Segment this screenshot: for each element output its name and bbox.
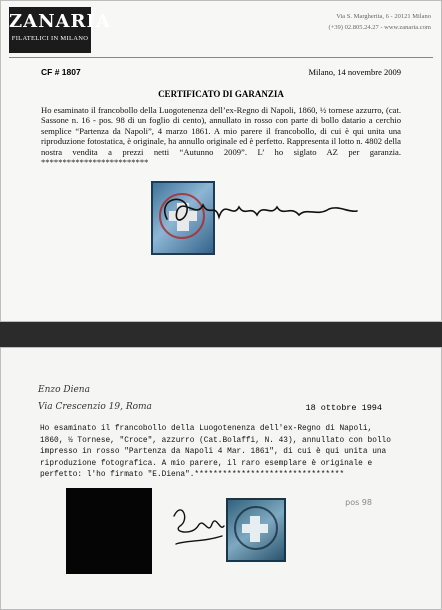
company-address — [241, 11, 431, 33]
certificate-body-diena: Ho esaminato il francobollo della Luogotenenza dell'ex-Regno di Napoli, 1860, ½ Tornese, "Croce", azzurro (Cat.Bolaffi, N. 43), annullato con bollo impresso in rosso "Partenza da Napoli 4 Mar. 1861", di cui è qui unita una riproduzione fotografica. A mio parere, il raro esemplare è originale e perfetto: l'ho firmato "E.Diena".******************************** — [40, 425, 391, 479]
letterhead-address: Via Crescenzio 19, Roma — [38, 402, 152, 412]
pencil-annotation: pos 98 — [345, 498, 372, 507]
diena-letterhead — [38, 382, 188, 416]
cross-emblem-2 — [250, 516, 260, 542]
logo-subtitle: FILATELICI IN MILANO — [11, 35, 89, 42]
address-line-1: Via S. Margherita, 6 - 20121 Milano — [336, 13, 431, 20]
header-divider — [9, 57, 433, 58]
certificate-place-date: Milano, 14 novembre 2009 — [308, 67, 401, 77]
certificate-number: CF # 1807 — [41, 67, 81, 77]
zanaria-logo — [9, 7, 111, 53]
address-line-2: (+39) 02.805.24.27 - www.zanaria.com — [328, 24, 431, 31]
certificate-date: 18 ottobre 1994 — [305, 403, 382, 413]
certificate-title: CERTIFICATO DI GARANZIA — [158, 89, 284, 99]
certificate-body: Ho esaminato il francobollo della Luogotenenza dell’ex-Regno di Napoli, 1860, ½ tornese azzurro, (cat. Sassone n. 16 - pos. 98 di un foglio di cento), annullato in rosso con parte di bollo datario a cerchio semplice “Partenza da Napoli”, 4 marzo 1861. A mio parere il francobollo, di cui è qui unita una riproduzione fotostatica, è originale, ha annullo originale ed è perfetto. Rappresenta il lotto n. 4802 della nostra vendita a prezzi netti “Autunno 2009”. L’ ho siglato AZ per garanzia. ************************* — [41, 105, 401, 168]
signature-diena — [168, 496, 228, 560]
logo-brand: ZANARIA — [9, 11, 111, 32]
letterhead-name: Enzo Diena — [38, 385, 90, 395]
black-mount-square — [66, 488, 152, 574]
stamp-photo-2 — [226, 498, 286, 562]
signature-scribble — [153, 189, 363, 235]
